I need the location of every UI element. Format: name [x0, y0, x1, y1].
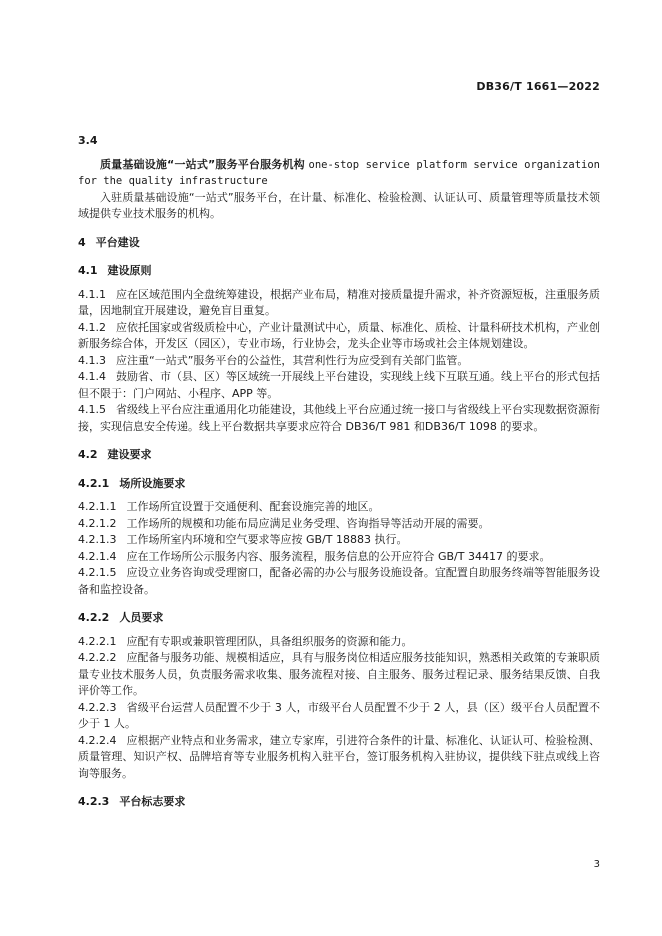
section-title: 平台建设 [95, 235, 140, 249]
clause-item-text: 省级平台运营人员配置不少于 3 人，市级平台人员配置不少于 2 人，县（区）级平台人员配置不少于 1 人。 [78, 700, 600, 730]
subsubsection-number: 4.2.2 [78, 611, 110, 624]
clause-item [78, 549, 600, 566]
page-number: 3 [593, 859, 600, 870]
clause-item-text: 工作场所宜设置于交通便利、配套设施完善的地区。 [126, 500, 380, 513]
clause-item-number: 4.1.2 [78, 320, 106, 334]
document-body [78, 133, 600, 811]
clause-item-text: 工作场所的规模和功能布局应满足业务受理、咨询指导等活动开展的需要。 [126, 516, 490, 530]
subsection-number: 4.2 [78, 448, 98, 461]
clause-item [78, 565, 600, 598]
clause-item [78, 369, 600, 402]
document-code: DB36/T 1661—2022 [476, 80, 600, 93]
clause-item [78, 499, 600, 516]
clause-item-number: 4.2.2.2 [78, 651, 117, 664]
subsubsection-heading [78, 794, 600, 811]
subsubsection-number: 4.2.1 [78, 476, 110, 490]
clause-item-number: 4.2.2.3 [78, 700, 117, 714]
clause-item-number: 4.2.1.1 [78, 500, 117, 513]
section-heading [78, 235, 600, 252]
clause-item-text: 应在工作场所公示服务内容、服务流程，服务信息的公开应符合 GB/T 34417 的要求。 [126, 549, 551, 563]
clause-item [78, 634, 600, 651]
clause-item [78, 402, 600, 435]
clause-item [78, 733, 600, 783]
clause-item-text: 应依托国家或省级质检中心，产业计量测试中心，质量、标准化、质检、计量科研技术机构，产业创新服务综合体，开发区（园区），专业市场，行业协会，龙头企业等市场或社会主体规划建设。 [78, 320, 600, 350]
subsection-title: 建设原则 [107, 264, 152, 277]
clause-item-text: 应在区域范围内全盘统筹建设，根据产业布局，精准对接质量提升需求，补齐资源短板，注重服务质量，因地制宜开展建设，避免盲目重复。 [78, 287, 600, 317]
section-number: 4 [78, 235, 86, 249]
subsection-heading [78, 447, 600, 464]
subsection-heading [78, 263, 600, 280]
clause-item-number: 4.1.5 [78, 403, 106, 416]
subsection-number: 4.1 [78, 264, 98, 277]
clause-item-number: 4.2.2.4 [78, 733, 117, 747]
clause-item-number: 4.2.1.2 [78, 516, 117, 530]
clause-item-number: 4.2.1.5 [78, 566, 117, 579]
clause-item-text: 省级线上平台应注重通用化功能建设，其他线上平台应通过统一接口与省级线上平台实现数据资源衔接，实现信息安全传递。线上平台数据共享要求应符合 DB36/T 981 和DB36/T 1098 的要求。 [78, 403, 600, 433]
term-entry [78, 157, 600, 190]
clause-item-text: 鼓励省、市（县、区）等区域统一开展线上平台建设，实现线上线下互联互通。线上平台的形式包括但不限于：门户网站、小程序、APP 等。 [78, 370, 600, 400]
clause-item-text: 应配备与服务功能、规模相适应，具有与服务岗位相适应服务技能知识，熟悉相关政策的专兼职质量专业技术服务人员，负责服务需求收集、服务流程对接、自主服务、服务过程记录、服务结果反馈、自我评价等工作。 [78, 651, 600, 697]
clause-item-number: 4.2.1.4 [78, 549, 117, 563]
subsubsection-number: 4.2.3 [78, 795, 110, 808]
clause-item-number: 4.2.2.1 [78, 634, 117, 648]
clause-item-number: 4.2.1.3 [78, 533, 117, 546]
clause-item-text: 应注重“一站式”服务平台的公益性，其营利性行为应受到有关部门监管。 [116, 353, 469, 367]
clause-item [78, 650, 600, 700]
clause-item-number: 4.1.1 [78, 287, 106, 301]
clause-item-text: 应配有专职或兼职管理团队，具备组织服务的资源和能力。 [126, 634, 413, 648]
clause-number: 3.4 [78, 134, 98, 147]
clause-item-text: 应根据产业特点和业务需求，建立专家库，引进符合条件的计量、标准化、认证认可、检验检测、质量管理、知识产权、品牌培育等专业服务机构入驻平台，签订服务机构入驻协议，提供线下驻点或线上咨询等服务。 [78, 733, 600, 780]
clause-item [78, 516, 600, 533]
subsubsection-heading [78, 476, 600, 493]
subsubsection-title: 人员要求 [119, 611, 164, 624]
term-english: one-stop service platform service organization for the quality infrastructure [78, 158, 600, 187]
clause-item-number: 4.1.4 [78, 370, 106, 383]
clause-item [78, 320, 600, 353]
clause-item [78, 287, 600, 320]
term-chinese: 质量基础设施“一站式”服务平台服务机构 [100, 157, 305, 171]
clause-item [78, 353, 600, 370]
subsubsection-heading [78, 610, 600, 627]
clause-item [78, 700, 600, 733]
term-definition: 入驻质量基础设施“一站式”服务平台，在计量、标准化、检验检测、认证认可、质量管理等质量技术领域提供专业技术服务的机构。 [78, 190, 600, 220]
subsubsection-title: 平台标志要求 [119, 795, 186, 808]
clause-item [78, 532, 600, 549]
subsection-title: 建设要求 [107, 448, 152, 461]
clause-item-text: 工作场所室内环境和空气要求等应按 GB/T 18883 执行。 [126, 533, 408, 546]
clause-item-number: 4.1.3 [78, 353, 106, 367]
clause-item-text: 应设立业务咨询或受理窗口，配备必需的办公与服务设施设备。宜配置自助服务终端等智能服务设备和监控设备。 [78, 566, 600, 596]
subsubsection-title: 场所设施要求 [119, 476, 186, 490]
